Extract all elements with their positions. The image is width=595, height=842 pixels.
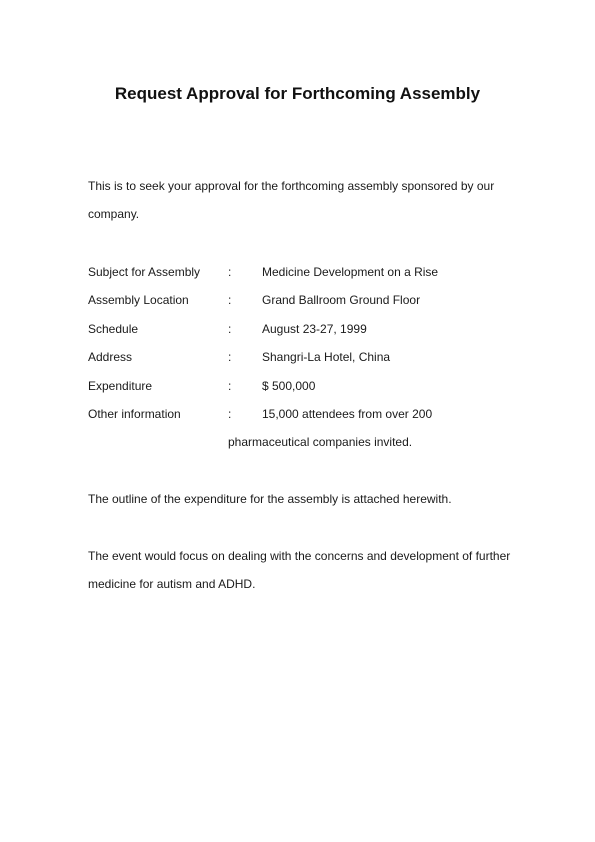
- detail-label: Assembly Location: [88, 293, 189, 308]
- detail-row-schedule: [88, 315, 528, 343]
- detail-value: Shangri-La Hotel, China: [262, 350, 391, 365]
- detail-value: August 23-27, 1999: [262, 321, 367, 336]
- detail-label: Address: [88, 350, 133, 365]
- detail-row-location: [88, 286, 528, 314]
- detail-label: Subject for Assembly: [88, 265, 201, 279]
- detail-label: Expenditure: [88, 378, 153, 393]
- detail-value: $ 500,000: [262, 378, 316, 393]
- other-information-continuation: pharmaceutical companies invited.: [228, 435, 413, 449]
- detail-value: Grand Ballroom Ground Floor: [262, 293, 421, 308]
- detail-row-other-information: [88, 400, 528, 428]
- outline-paragraph: The outline of the expenditure for the assembly is attached herewith.: [88, 492, 452, 506]
- event-paragraph: The event would focus on dealing with the concerns and development of further medicine for autism and ADHD.: [88, 549, 511, 591]
- detail-row-expenditure: [88, 372, 528, 400]
- detail-separator: :: [228, 321, 232, 336]
- detail-separator: :: [228, 350, 232, 365]
- detail-label: Other information: [88, 406, 181, 421]
- detail-row-subject: [88, 258, 528, 286]
- detail-value: Medicine Development on a Rise: [262, 265, 439, 279]
- detail-separator: :: [228, 406, 232, 421]
- document-title: Request Approval for Forthcoming Assembly: [114, 84, 481, 103]
- detail-separator: :: [228, 378, 232, 393]
- detail-row-address: [88, 343, 528, 371]
- detail-value: 15,000 attendees from over 200: [262, 406, 433, 421]
- detail-separator: :: [228, 293, 232, 308]
- detail-separator: :: [228, 265, 232, 279]
- assembly-details: [88, 258, 528, 428]
- intro-paragraph: This is to seek your approval for the forthcoming assembly sponsored by our company.: [88, 179, 495, 221]
- detail-label: Schedule: [88, 321, 139, 336]
